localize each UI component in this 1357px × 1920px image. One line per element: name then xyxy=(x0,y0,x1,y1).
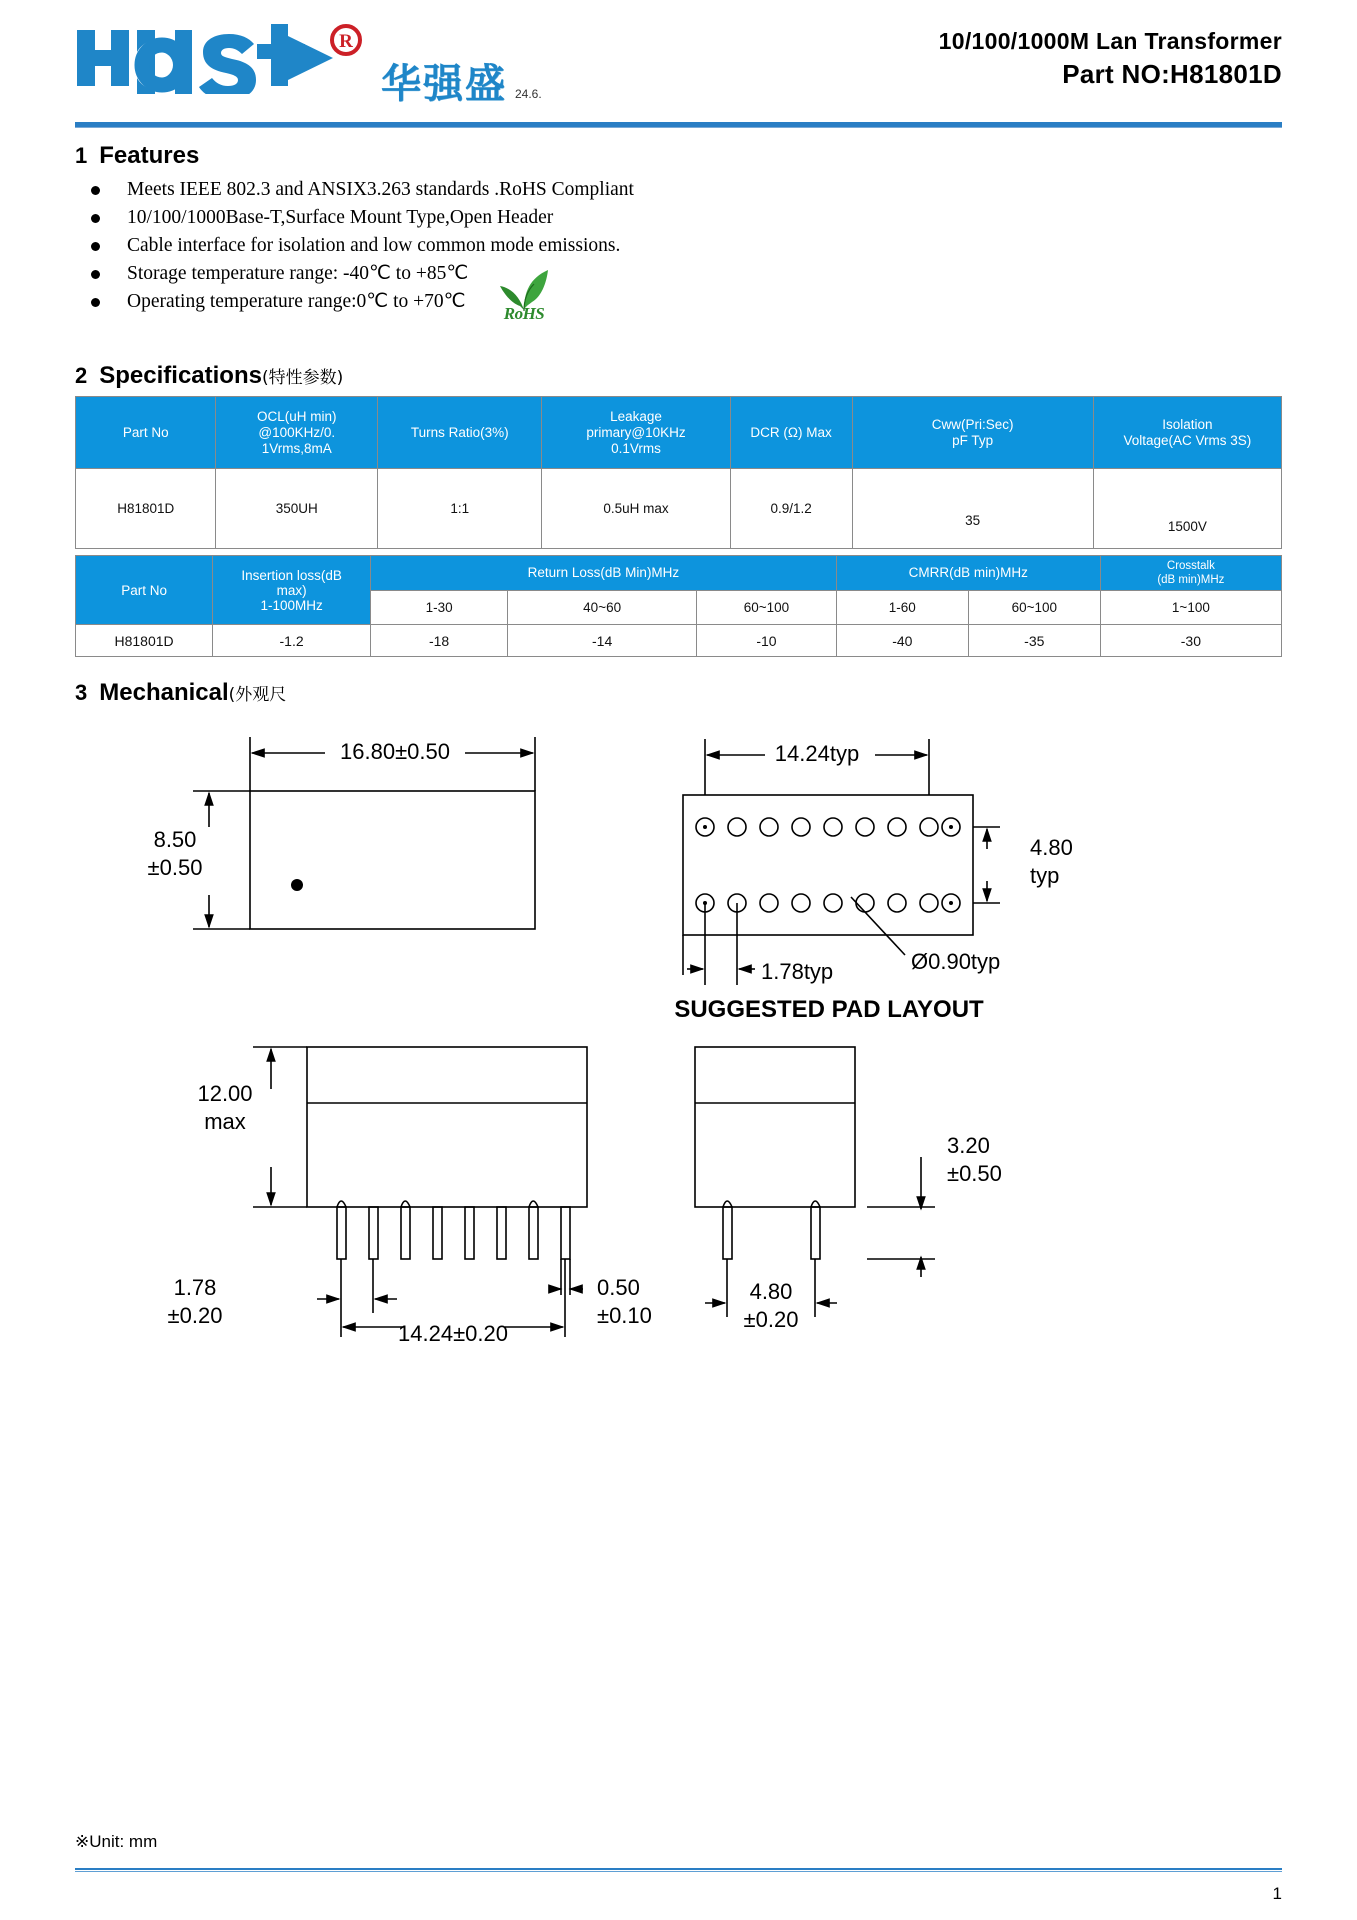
cell2-cmrr-2: -35 xyxy=(968,625,1100,657)
specifications-section-title-cn: (特性参数) xyxy=(261,368,344,388)
svg-text:±0.50: ±0.50 xyxy=(147,855,203,880)
cell2-rl-3: -10 xyxy=(697,625,837,657)
list-item: Meets IEEE 802.3 and ANSIX3.263 standards .RoHS Compliant xyxy=(83,176,1282,204)
unit-note: ※Unit: mm xyxy=(75,1832,158,1851)
svg-text:14.24±0.20: 14.24±0.20 xyxy=(398,1321,508,1346)
mechanical-section-heading xyxy=(75,679,1282,707)
col-isolation xyxy=(1093,397,1281,469)
mechanical-section-number: 3 xyxy=(75,680,88,705)
col-leakage xyxy=(542,397,730,469)
svg-text:typ: typ xyxy=(1030,863,1060,888)
table-row xyxy=(76,625,1282,657)
col-part-no: Part No xyxy=(76,397,216,469)
svg-text:1.78: 1.78 xyxy=(173,1275,217,1300)
rohs-logo-icon xyxy=(490,264,558,324)
table-header-row xyxy=(76,397,1282,469)
cell2-rl-2: -14 xyxy=(508,625,697,657)
features-section-heading xyxy=(75,142,1282,170)
features-section-number: 1 xyxy=(75,143,88,168)
page-header xyxy=(75,0,1282,120)
specifications-section-heading xyxy=(75,362,1282,390)
svg-text:R: R xyxy=(339,31,353,52)
svg-text:max: max xyxy=(204,1109,246,1134)
product-category: 10/100/1000M Lan Transformer xyxy=(938,28,1282,54)
list-item: 10/100/1000Base-T,Surface Mount Type,Open Header xyxy=(83,204,1282,232)
svg-text:1.78typ: 1.78typ xyxy=(761,959,834,984)
insertion-loss-line2: max) xyxy=(276,582,307,598)
col-isolation-line1: Isolation xyxy=(1162,416,1213,432)
header-divider xyxy=(75,122,1282,128)
col-cww-line2: pF Typ xyxy=(952,432,994,448)
sub-crosstalk-1: 1~100 xyxy=(1100,591,1281,625)
cell-turns-ratio: 1:1 xyxy=(378,469,542,549)
cell2-crosstalk: -30 xyxy=(1100,625,1281,657)
col-isolation-line2: Voltage(AC Vrms 3S) xyxy=(1123,432,1252,448)
list-item: Operating temperature range:0℃ to +70℃ xyxy=(83,288,1282,316)
svg-text:0.50: 0.50 xyxy=(597,1275,640,1300)
col-cww xyxy=(852,397,1093,469)
features-section-title: Features xyxy=(99,142,200,169)
specifications-table-secondary xyxy=(75,555,1282,657)
insertion-loss-line1: Insertion loss(dB xyxy=(241,567,342,583)
specifications-table-primary xyxy=(75,396,1282,549)
cell-part-no: H81801D xyxy=(76,469,216,549)
cell2-cmrr-1: -40 xyxy=(836,625,968,657)
col-dcr: DCR (Ω) Max xyxy=(730,397,852,469)
table-row xyxy=(76,469,1282,549)
cell-ocl: 350UH xyxy=(216,469,378,549)
footer-divider xyxy=(75,1868,1282,1872)
col-turns-ratio: Turns Ratio(3%) xyxy=(378,397,542,469)
col2-cmrr: CMRR(dB min)MHz xyxy=(836,556,1100,591)
sub-rl-2: 40~60 xyxy=(508,591,697,625)
col2-return-loss: Return Loss(dB Min)MHz xyxy=(371,556,837,591)
top-view-drawing xyxy=(193,737,535,929)
mechanical-drawings xyxy=(75,717,1282,1477)
svg-text:±0.10: ±0.10 xyxy=(597,1303,652,1328)
svg-text:Ø0.90typ: Ø0.90typ xyxy=(911,949,1001,974)
svg-text:±0.20: ±0.20 xyxy=(167,1303,223,1328)
col2-crosstalk xyxy=(1100,556,1281,591)
svg-text:±0.50: ±0.50 xyxy=(947,1161,1002,1186)
col-leakage-line1: Leakage xyxy=(610,408,662,424)
features-list xyxy=(75,176,1282,316)
cell-cww: 35 xyxy=(852,469,1093,549)
col-ocl xyxy=(216,397,378,469)
document-title xyxy=(939,0,1282,90)
svg-text:SUGGESTED PAD LAYOUT: SUGGESTED PAD LAYOUT xyxy=(674,996,984,1023)
sub-rl-1: 1-30 xyxy=(371,591,508,625)
col-cww-line1: Cww(Pri:Sec) xyxy=(931,416,1014,432)
front-view-drawing xyxy=(253,1047,587,1337)
col2-part-no: Part No xyxy=(76,556,213,625)
col-ocl-line1: OCL(uH min) xyxy=(257,408,337,424)
mechanical-section-title: Mechanical xyxy=(99,679,229,706)
cell2-part-no: H81801D xyxy=(76,625,213,657)
part-number-title: Part NO:H81801D xyxy=(1062,59,1282,89)
sub-cmrr-2: 60~100 xyxy=(968,591,1100,625)
svg-text:4.80: 4.80 xyxy=(1030,835,1073,860)
rohs-label: RoHS xyxy=(503,304,545,323)
crosstalk-line1: Crosstalk xyxy=(1166,560,1215,572)
date-code: 24.6. xyxy=(515,87,542,101)
cell2-rl-1: -18 xyxy=(371,625,508,657)
col-ocl-line2: @100KHz/0. xyxy=(258,424,336,440)
side-view-drawing xyxy=(695,1047,935,1317)
specifications-section-number: 2 xyxy=(75,363,88,388)
svg-text:12.00: 12.00 xyxy=(197,1081,253,1106)
svg-text:±0.20: ±0.20 xyxy=(743,1307,799,1332)
col-ocl-line3: 1Vrms,8mA xyxy=(261,440,332,456)
crosstalk-line2: (dB min)MHz xyxy=(1157,574,1225,586)
col-leakage-line2: primary@10KHz xyxy=(586,424,686,440)
specifications-section-title: Specifications xyxy=(99,362,262,389)
top-view-width-label: 16.80±0.50 xyxy=(340,739,450,764)
list-item: Storage temperature range: -40℃ to +85℃ xyxy=(83,260,1282,288)
sub-rl-3: 60~100 xyxy=(697,591,837,625)
sub-cmrr-1: 1-60 xyxy=(836,591,968,625)
page-number: 1 xyxy=(1272,1884,1282,1903)
mechanical-section-title-cn: (外观尺 xyxy=(228,685,287,705)
cell-isolation: 1500V xyxy=(1093,469,1281,549)
cell-leakage: 0.5uH max xyxy=(542,469,730,549)
cell-dcr: 0.9/1.2 xyxy=(730,469,852,549)
svg-text:4.80: 4.80 xyxy=(749,1279,793,1304)
table-header-row-group xyxy=(76,556,1282,591)
svg-text:14.24typ: 14.24typ xyxy=(774,741,860,766)
hqst-wordmark-icon xyxy=(75,22,375,94)
col-leakage-line3: 0.1Vrms xyxy=(611,440,661,456)
svg-text:8.50: 8.50 xyxy=(153,827,197,852)
insertion-loss-line3: 1-100MHz xyxy=(260,597,323,613)
company-logo xyxy=(75,0,542,109)
col2-insertion-loss xyxy=(213,556,371,625)
list-item: Cable interface for isolation and low common mode emissions. xyxy=(83,232,1282,260)
svg-text:3.20: 3.20 xyxy=(947,1133,990,1158)
company-name-chinese: 华强盛 xyxy=(381,61,507,107)
cell2-insertion: -1.2 xyxy=(213,625,371,657)
